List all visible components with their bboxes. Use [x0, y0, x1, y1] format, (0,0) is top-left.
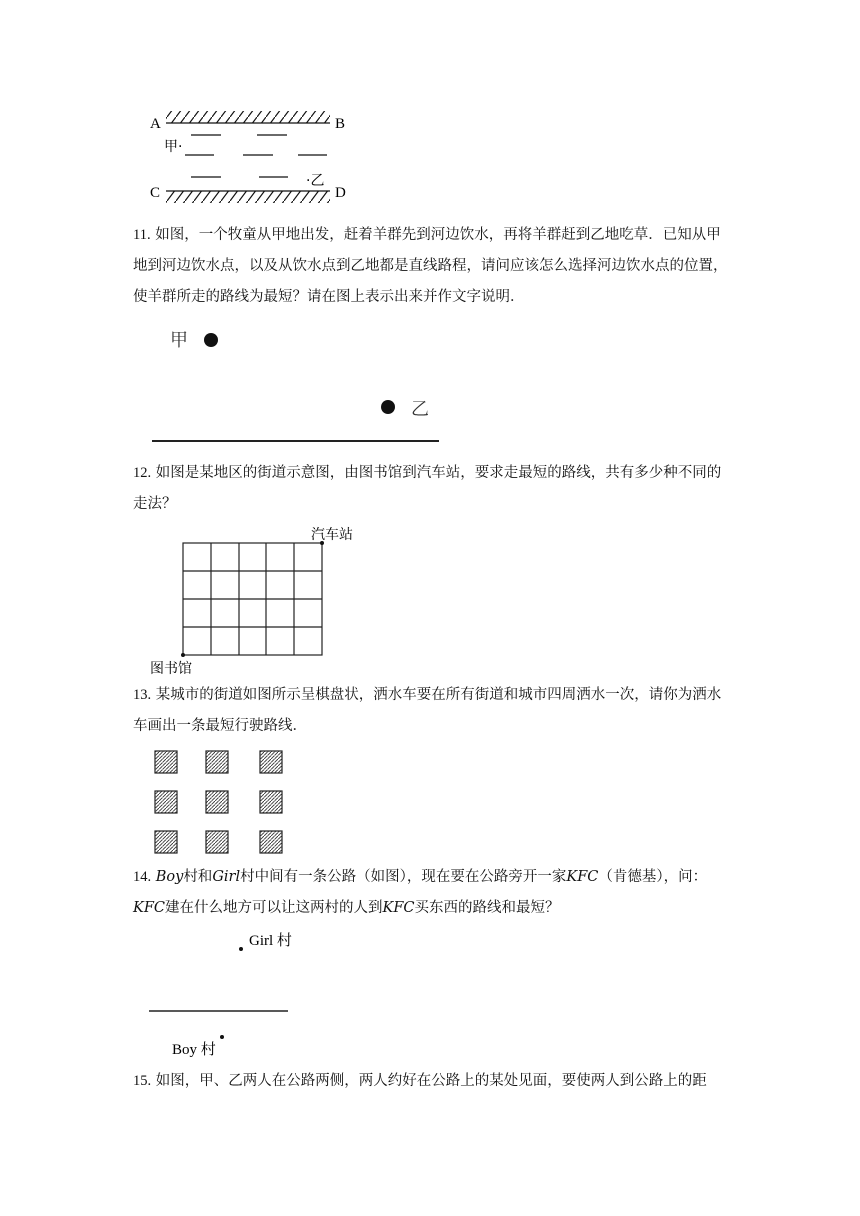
question-number: 15. [133, 1073, 152, 1089]
girl-text: Girl [212, 869, 241, 885]
question-15 [133, 1066, 733, 1097]
label-d: D [335, 185, 346, 201]
question-text: 某城市的街道如图所示呈棋盘状，洒水车要在所有街道和城市四周洒水一次，请你为洒水车画出一条最短行驶路线． [133, 687, 722, 734]
street-grid [183, 543, 322, 655]
bottom-bank-hatch [166, 191, 330, 203]
question-number: 14. [133, 869, 152, 885]
question-11 [133, 220, 733, 313]
city-blocks [155, 751, 282, 853]
question-text: 村中间有一条公路（如图），现在要在公路旁开一家 [240, 869, 567, 885]
question-14 [133, 862, 733, 924]
q11-label-yi: 乙 [411, 399, 429, 420]
question-text: 买东西的路线和最短？ [414, 900, 560, 916]
water-dashes [185, 135, 327, 177]
question-13 [133, 680, 733, 742]
kfc-text: KFC [133, 900, 165, 916]
city-blocks-figure [145, 745, 305, 860]
library-point [181, 653, 185, 657]
question-text: （肯德基），问： [598, 869, 708, 885]
question-text: 如图是某地区的街道示意图，由图书馆到汽车站，要求走最短的路线，共有多少种不同的走法？ [133, 465, 722, 512]
point-yi [381, 400, 395, 414]
label-c: C [150, 185, 161, 201]
label-b: B [335, 116, 346, 132]
q11-label-jia: 甲 [170, 330, 188, 351]
girl-village-point [239, 947, 243, 951]
kfc-text: KFC [566, 869, 599, 885]
question-text: 如图，一个牧童从甲地出发，赶着羊群先到河边饮水，再将羊群赶到乙地吃草．已知从甲地到河边饮水点，以及从饮水点到乙地都是直线路程，请问应该怎么选择河边饮水点的位置，使羊群所走的路线为最短？请在图上表示出来并作文字说明． [133, 227, 728, 305]
label-library: 图书馆 [150, 661, 192, 677]
kfc-text: KFC [382, 900, 415, 916]
question-12 [133, 458, 733, 520]
question-text: 建在什么地方可以让这两村的人到 [165, 900, 383, 916]
q11-figure [145, 320, 445, 450]
label-boy-village: Boy 村 [172, 1042, 216, 1058]
kfc-road-figure [145, 925, 345, 1065]
question-number: 11. [133, 227, 151, 243]
question-text: 村和 [183, 869, 213, 885]
label-girl-village: Girl 村 [249, 933, 292, 949]
label-bus-station: 汽车站 [311, 527, 353, 543]
question-number: 12. [133, 465, 152, 481]
label-yi: ·乙 [306, 173, 325, 189]
question-text: 如图，甲、乙两人在公路两侧，两人约好在公路上的某处见面，要使两人到公路上的距 [155, 1073, 707, 1089]
street-grid-figure [145, 520, 375, 685]
point-jia [204, 333, 218, 347]
boy-text: Boy [155, 869, 184, 885]
label-a: A [150, 116, 161, 132]
label-jia: 甲· [164, 139, 183, 155]
boy-village-point [220, 1035, 224, 1039]
question-number: 13. [133, 687, 152, 703]
river-figure [140, 105, 360, 205]
top-bank-hatch [166, 111, 330, 123]
